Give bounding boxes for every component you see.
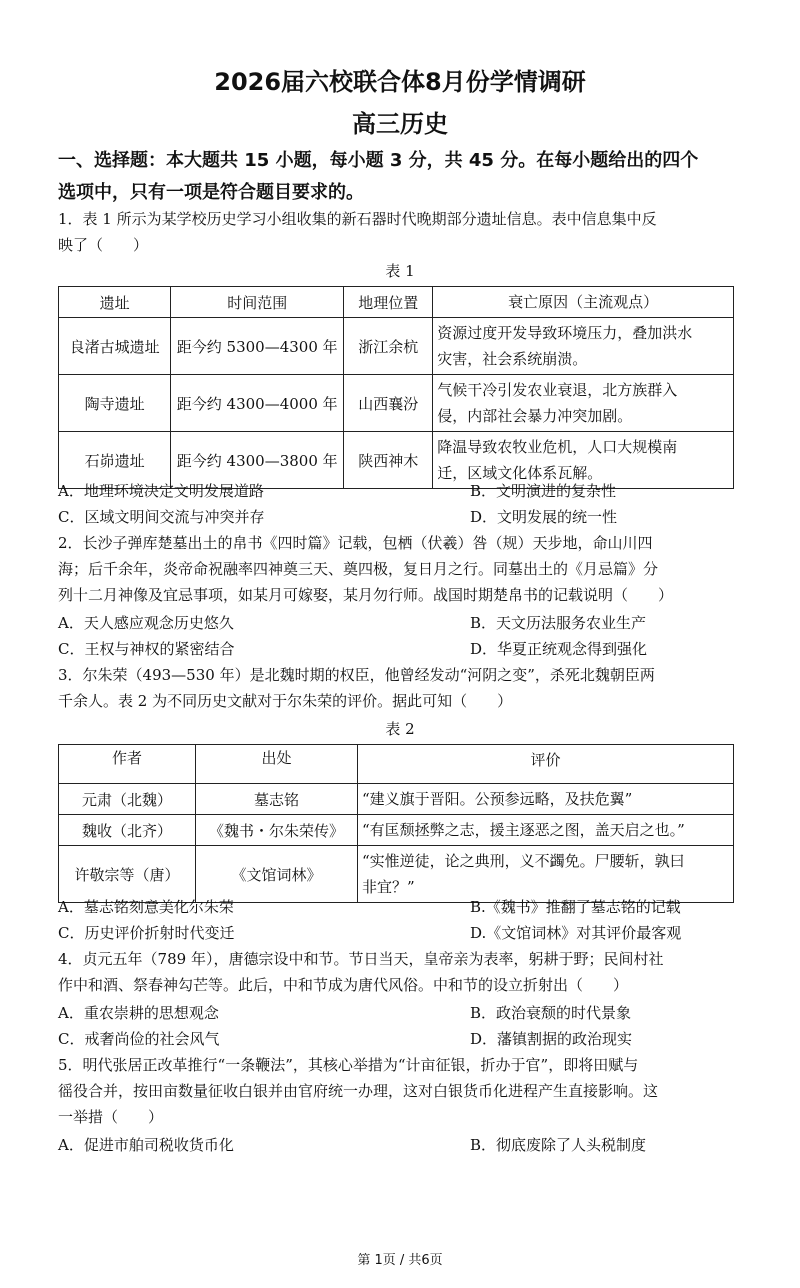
- q3-option-d: D.《文馆词林》对其评价最客观: [470, 924, 682, 942]
- exam-subtitle: 高三历史: [352, 110, 448, 138]
- table-cell-cause: [433, 318, 734, 375]
- q3-option-b: B.《魏书》推翻了墓志铭的记载: [470, 898, 681, 916]
- table-header: 时间范围: [171, 287, 344, 318]
- table-cell-author: 元肃（北魏）: [59, 784, 196, 815]
- q2-stem-line2: 海；后千余年，炎帝命祝融率四神奠三天、奠四极，复日月之行。同墓出土的《月忌篇》分: [58, 560, 659, 578]
- q1-option-c: C．区域文明间交流与冲突并存: [58, 508, 265, 526]
- q4-option-c: C．戒奢尚俭的社会风气: [58, 1030, 220, 1048]
- table-cell-cause: [433, 375, 734, 432]
- table-header: 作者: [59, 745, 196, 784]
- q5-stem-line3: 一举措（ ）: [58, 1108, 164, 1126]
- q4-stem-line2: 作中和酒、祭春神勾芒等。此后，中和节成为唐代风俗。中和节的设立折射出（ ）: [58, 976, 629, 994]
- q1-stem-line2: 映了（ ）: [58, 236, 149, 254]
- q2-option-d: D．华夏正统观念得到强化: [470, 640, 648, 658]
- q2-option-c: C．王权与神权的紧密结合: [58, 640, 235, 658]
- table-cell-site: 良渚古城遗址: [59, 318, 171, 375]
- table-header-row: [59, 745, 734, 784]
- q4-stem-line1: 4．贞元五年（789 年），唐德宗设中和节。节日当天，皇帝亲为表率，躬耕于野；民间村社: [58, 950, 664, 968]
- cause-line: 灾害，社会系统崩溃。: [437, 350, 588, 368]
- table-header-row: [59, 287, 734, 318]
- table2: [58, 744, 734, 903]
- table-cell-site: 石峁遗址: [59, 432, 171, 489]
- exam-title: 2026届六校联合体8月份学情调研: [214, 68, 586, 96]
- cause-line: 资源过度开发导致环境压力，叠加洪水: [437, 324, 693, 342]
- cause-line: 气候干冷引发农业衰退，北方族群入: [437, 381, 678, 399]
- q2-stem-line3: 列十二月神像及宜忌事项，如某月可嫁娶，某月勿行师。战国时期楚帛书的记载说明（ ）: [58, 586, 674, 604]
- q5-option-b: B．彻底废除了人头税制度: [470, 1136, 647, 1154]
- page-footer: 第 1页 / 共6页: [357, 1253, 443, 1268]
- table-cell-source: 墓志铭: [196, 784, 358, 815]
- table-cell-site: 陶寺遗址: [59, 375, 171, 432]
- table-cell-source: 《魏书・尔朱荣传》: [196, 815, 358, 846]
- q2-option-b: B．天文历法服务农业生产: [470, 614, 647, 632]
- q1-stem-line1: 1．表 1 所示为某学校历史学习小组收集的新石器时代晚期部分遗址信息。表中信息集中反: [58, 210, 657, 228]
- table-header: 出处: [196, 745, 358, 784]
- table-cell-author: 魏收（北齐）: [59, 815, 196, 846]
- section-heading-line2: 选项中，只有一项是符合题目要求的。: [58, 182, 364, 203]
- q5-stem-line2: 徭役合并，按田亩数量征收白银并由官府统一办理，这对白银货币化进程产生直接影响。这: [58, 1082, 659, 1100]
- q3-stem-line2: 千余人。表 2 为不同历史文献对于尔朱荣的评价。据此可知（ ）: [58, 692, 513, 710]
- cause-line: 迁，区域文化体系瓦解。: [437, 464, 603, 482]
- table-cell-evaluation: [358, 846, 734, 903]
- table1-caption: 表 1: [385, 262, 415, 280]
- table-cell-time: 距今约 5300—4300 年: [171, 318, 344, 375]
- table-row: [59, 846, 734, 903]
- q4-option-d: D．藩镇割据的政治现实: [470, 1030, 633, 1048]
- evaluation-line: “实惟逆徒，论之典刑，义不蠲免。尸腰斩，孰曰: [362, 852, 685, 870]
- table-header: 衰亡原因（主流观点）: [433, 287, 734, 318]
- q4-option-a: A．重农崇耕的思想观念: [58, 1004, 219, 1022]
- q5-option-a: A．促进市舶司税收货币化: [58, 1136, 234, 1154]
- table-header: 地理位置: [344, 287, 433, 318]
- q1-option-b: B．文明演进的复杂性: [470, 482, 617, 500]
- table-header: 遗址: [59, 287, 171, 318]
- q1-option-a: A．地理环境决定文明发展道路: [58, 482, 264, 500]
- cause-line: 侵，内部社会暴力冲突加剧。: [437, 407, 633, 425]
- table-row: [59, 375, 734, 432]
- q3-option-c: C．历史评价折射时代变迁: [58, 924, 235, 942]
- q2-stem-line1: 2．长沙子弹库楚墓出土的帛书《四时篇》记载，包栖（伏羲）咎（规）天步地，命山川四: [58, 534, 653, 552]
- table-cell-author: 许敬宗等（唐）: [59, 846, 196, 903]
- table-cell-evaluation: “有匡颓拯弊之志，援主逐恶之图，盖天启之也。”: [358, 815, 734, 846]
- q5-stem-line1: 5．明代张居正改革推行“一条鞭法”，其核心举措为“计亩征银，折办于官”，即将田赋与: [58, 1056, 639, 1074]
- table-row: [59, 815, 734, 846]
- table-row: [59, 784, 734, 815]
- table-cell-evaluation: “建义旗于晋阳。公预参远略，及扶危翼”: [358, 784, 734, 815]
- q2-option-a: A．天人感应观念历史悠久: [58, 614, 234, 632]
- q4-option-b: B．政治衰颓的时代景象: [470, 1004, 632, 1022]
- table-cell-place: 浙江余杭: [344, 318, 433, 375]
- table-cell-place: 陕西神木: [344, 432, 433, 489]
- table-cell-place: 山西襄汾: [344, 375, 433, 432]
- table2-caption: 表 2: [385, 720, 415, 738]
- q1-option-d: D．文明发展的统一性: [470, 508, 618, 526]
- table-cell-time: 距今约 4300—4000 年: [171, 375, 344, 432]
- section-heading-line1: 一、选择题：本大题共 15 小题，每小题 3 分，共 45 分。在每小题给出的四个: [58, 150, 699, 171]
- table-cell-time: 距今约 4300—3800 年: [171, 432, 344, 489]
- table1: [58, 286, 734, 489]
- table-header: 评价: [358, 745, 734, 784]
- q3-stem-line1: 3．尔朱荣（493—530 年）是北魏时期的权臣，他曾经发动“河阴之变”，杀死北魏朝臣两: [58, 666, 655, 684]
- q3-option-a: A．墓志铭刻意美化尔朱荣: [58, 898, 234, 916]
- cause-line: 降温导致农牧业危机，人口大规模南: [437, 438, 678, 456]
- evaluation-line: 非宜？”: [362, 878, 415, 896]
- table-row: [59, 318, 734, 375]
- table-cell-source: 《文馆词林》: [196, 846, 358, 903]
